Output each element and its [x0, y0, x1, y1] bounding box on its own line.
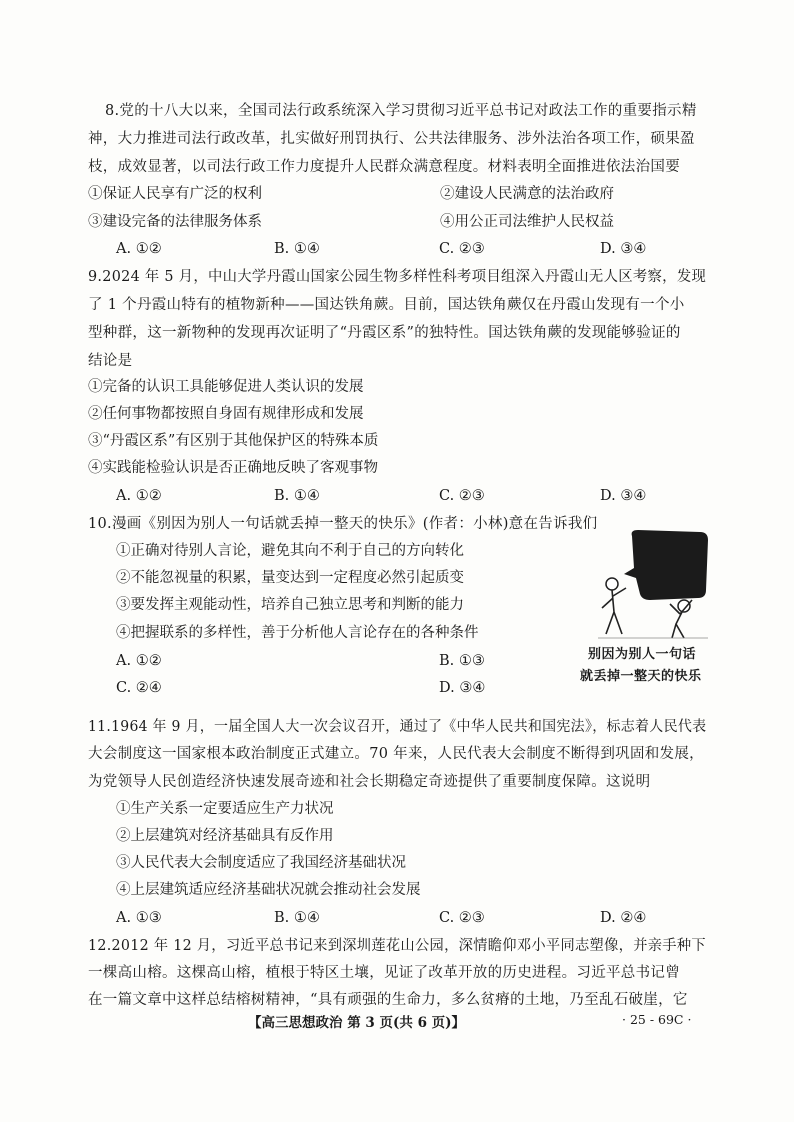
answer-choice: A. ①③ — [116, 910, 162, 926]
statement-item: ①完备的认识工具能够促进人类认识的发展 — [88, 379, 364, 395]
question-text-line: 在一篇文章中这样总结榕树精神，“具有顽强的生命力，多么贫瘠的土地，乃至乱石破崖，它 — [88, 992, 688, 1008]
answer-choice: C. ②③ — [439, 910, 485, 926]
question-text-line: 型种群，这一新物种的发现再次证明了“丹霞区系”的独特性。国达铁角蕨的发现能够验证的 — [88, 325, 681, 341]
statement-item: ①生产关系一定要适应生产力状况 — [116, 801, 334, 817]
answer-choice: C. ②③ — [439, 241, 485, 257]
answer-choice: B. ①③ — [439, 653, 485, 669]
question-text-line: 11.1964 年 9 月，一届全国人大一次会议召开，通过了《中华人民共和国宪法》，标志着人民代表 — [88, 719, 707, 735]
answer-choice: B. ①④ — [274, 488, 320, 504]
question-text-line: 一棵高山榕。这棵高山榕，植根于特区土壤，见证了改革开放的历史进程。习近平总书记曾 — [88, 965, 680, 981]
statement-item: ②上层建筑对经济基础具有反作用 — [116, 828, 334, 844]
statement-item: ③人民代表大会制度适应了我国经济基础状况 — [116, 855, 406, 871]
statement-item: ②建设人民满意的法治政府 — [440, 186, 614, 202]
answer-choice: A. ①② — [116, 241, 162, 257]
question-text-line: 了 1 个丹霞山特有的植物新种——国达铁角蕨。目前，国达铁角蕨仅在丹霞山发现有一个小 — [88, 297, 685, 313]
answer-choice: A. ①② — [116, 488, 162, 504]
statement-item: ④实践能检验认识是否正确地反映了客观事物 — [88, 460, 378, 476]
answer-choice: C. ②③ — [439, 488, 485, 504]
question-text-line: 8.党的十八大以来，全国司法行政系统深入学习贯彻习近平总书记对政法工作的重要指示精 — [105, 103, 697, 119]
question-text-line: 大会制度这一国家根本政治制度正式建立。70 年来，人民代表大会制度不断得到巩固和发展， — [88, 746, 704, 762]
statement-item: ③要发挥主观能动性，培养自己独立思考和判断的能力 — [116, 597, 464, 613]
answer-choice: D. ③④ — [600, 488, 647, 504]
question-text-line: 为党领导人民创造经济快速发展奇迹和社会长期稳定奇迹提供了重要制度保障。这说明 — [88, 774, 651, 790]
statement-item: ①正确对待别人言论，避免其向不利于自己的方向转化 — [116, 543, 464, 559]
statement-item: ③“丹霞区系”有区别于其他保护区的特殊本质 — [88, 433, 379, 449]
cartoon-caption: 就丢掉一整天的快乐 — [580, 669, 702, 684]
answer-choice: B. ①④ — [274, 241, 320, 257]
statement-item: ④把握联系的多样性，善于分析他人言论存在的各种条件 — [116, 625, 479, 641]
question-text-line: 10.漫画《别因为别人一句话就丢掉一整天的快乐》(作者：小林)意在告诉我们 — [88, 516, 598, 532]
statement-item: ④上层建筑适应经济基础状况就会推动社会发展 — [116, 882, 421, 898]
statement-item: ③建设完备的法律服务体系 — [88, 214, 262, 230]
answer-choice: D. ③④ — [600, 241, 647, 257]
statement-item: ④用公正司法维护人民权益 — [440, 214, 614, 230]
answer-choice: D. ③④ — [439, 680, 486, 696]
question-text-line: 结论是 — [88, 353, 133, 369]
page-footer-code: · 25 - 69C · — [622, 1012, 692, 1027]
cartoon-caption: 别因为别人一句话 — [588, 647, 697, 662]
question-text-line: 枝，成效显著，以司法行政工作力度提升人民群众满意程度。材料表明全面推进依法治国要 — [88, 159, 680, 175]
answer-choice: D. ②④ — [600, 910, 647, 926]
question-text-line: 9.2024 年 5 月，中山大学丹霞山国家公园生物多样性科考项目组深入丹霞山无人区考察，发现 — [88, 269, 707, 285]
page-footer-label: 【高三思想政治 第 3 页(共 6 页)】 — [248, 1015, 466, 1031]
cartoon-illustration — [592, 528, 712, 640]
statement-item: ②任何事物都按照自身固有规律形成和发展 — [88, 406, 364, 422]
statement-item: ①保证人民享有广泛的权利 — [88, 186, 262, 202]
question-text-line: 神，大力推进司法行政改革，扎实做好刑罚执行、公共法律服务、涉外法治各项工作，硕果盈 — [88, 131, 695, 147]
question-text-line: 12.2012 年 12 月，习近平总书记来到深圳莲花山公园，深情瞻仰邓小平同志塑像，并亲手种下 — [88, 938, 706, 954]
answer-choice: C. ②④ — [116, 680, 162, 696]
answer-choice: A. ①② — [116, 653, 162, 669]
statement-item: ②不能忽视量的积累，量变达到一定程度必然引起质变 — [116, 570, 464, 586]
answer-choice: B. ①④ — [274, 910, 320, 926]
